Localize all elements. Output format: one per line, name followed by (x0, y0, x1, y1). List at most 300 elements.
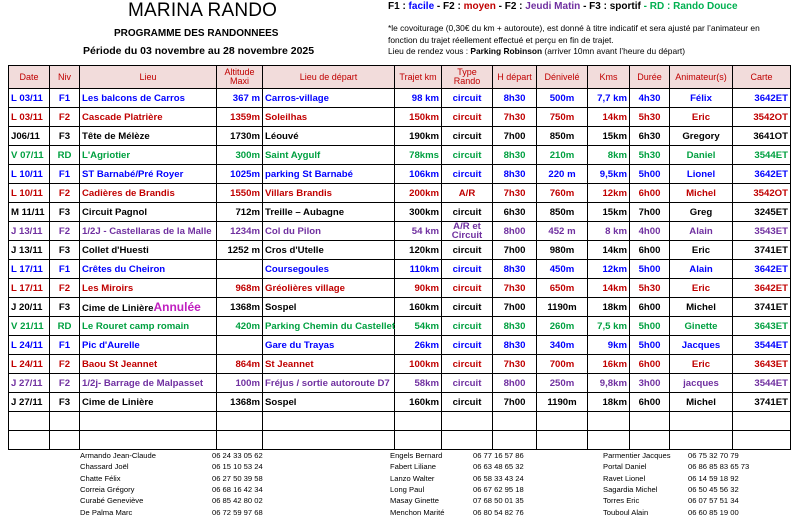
table-cell (588, 222, 630, 241)
table-cell (50, 146, 80, 165)
table-cell (670, 146, 733, 165)
cell-text: Eric (691, 244, 711, 256)
cell-text: L 24/11 (11, 358, 43, 370)
cell-text: 3741ET (754, 301, 788, 313)
empty-cell (9, 412, 50, 431)
table-cell (395, 127, 442, 146)
table-cell (395, 222, 442, 241)
cell-text: Gare du Trayas (265, 339, 335, 351)
table-cell (80, 222, 217, 241)
table-cell (9, 374, 50, 393)
cell-text: RD (57, 320, 72, 332)
table-cell (493, 393, 537, 412)
table-cell (9, 108, 50, 127)
table-cell (588, 298, 630, 317)
table-cell (395, 298, 442, 317)
cell-text: Carros-village (265, 92, 329, 104)
cell-text: 3642ET (754, 282, 788, 294)
contact-name: Portal Daniel (603, 462, 647, 472)
table-cell (733, 393, 791, 412)
cell-text: 700m (549, 358, 575, 370)
table-cell (50, 127, 80, 146)
cell-text: 8h30 (503, 339, 526, 351)
table-cell (80, 146, 217, 165)
contact-phone: 06 72 59 97 68 (212, 507, 263, 517)
table-cell (670, 222, 733, 241)
cell-text: 12km (602, 263, 627, 275)
cell-text: 250m (549, 377, 575, 389)
cell-text: Gréolières village (265, 282, 345, 294)
contact-phone: 06 07 57 51 34 (688, 496, 739, 506)
table-cell (588, 355, 630, 374)
table-cell (733, 279, 791, 298)
difficulty-legend (388, 1, 738, 12)
table-row (9, 184, 791, 203)
contact-name: Chassard Joël (80, 462, 129, 472)
empty-cell (670, 431, 733, 450)
table-cell (217, 222, 263, 241)
table-cell (9, 203, 50, 222)
empty-cell (630, 431, 670, 450)
cell-text: Les Miroirs (82, 282, 134, 294)
table-cell (670, 260, 733, 279)
rdv-suffix: (arriver 10mn avant l’heure du départ) (542, 46, 686, 57)
table-cell (493, 89, 537, 108)
table-cell (588, 241, 630, 260)
cell-text: V 21/11 (11, 320, 44, 332)
cell-text: 5h00 (638, 263, 661, 275)
cell-text: 1359m (230, 111, 260, 123)
cell-text: 16km (602, 358, 627, 370)
table-cell (80, 203, 217, 222)
cell-text: circuit (452, 301, 482, 313)
table-cell (493, 374, 537, 393)
table-cell (588, 317, 630, 336)
table-cell (50, 355, 80, 374)
table-cell (588, 89, 630, 108)
cell-text: 7h00 (503, 301, 526, 313)
table-cell (217, 317, 263, 336)
table-cell (733, 203, 791, 222)
legend-label: sportif (606, 1, 641, 12)
programme-subtitle: PROGRAMME DES RANDONNEES (114, 28, 279, 39)
table-cell (395, 317, 442, 336)
table-cell (588, 336, 630, 355)
cell-text: J 13/11 (11, 225, 43, 237)
table-cell (442, 127, 493, 146)
cell-text: 90km (414, 282, 439, 294)
column-header: Dénivelé (537, 66, 588, 89)
cell-text: Les balcons de Carros (82, 92, 185, 104)
table-cell (9, 89, 50, 108)
cell-text: 760m (549, 187, 575, 199)
table-cell (263, 355, 395, 374)
cell-text: F2 (58, 187, 71, 199)
cell-text: circuit (452, 320, 482, 332)
cell-text: V 07/11 (11, 149, 44, 161)
table-cell (493, 127, 537, 146)
cell-text: 4h00 (638, 225, 661, 237)
cell-text: 6h00 (638, 396, 661, 408)
cell-text: 420m (235, 320, 260, 332)
table-cell (9, 355, 50, 374)
cell-text: 450m (549, 263, 575, 275)
cell-text: 1/2j- Barrage de Malpasset (82, 377, 204, 389)
table-cell (630, 222, 670, 241)
table-cell (493, 108, 537, 127)
table-header-row (9, 66, 791, 89)
cell-text: L 03/11 (11, 92, 43, 104)
table-cell (80, 89, 217, 108)
table-cell (50, 393, 80, 412)
cell-text: 120km (409, 244, 439, 256)
table-cell (733, 336, 791, 355)
table-cell (733, 260, 791, 279)
period-label: Période du 03 novembre au 28 novembre 2025 (83, 45, 315, 57)
table-cell (263, 184, 395, 203)
cell-text: 26km (414, 339, 439, 351)
table-cell (493, 184, 537, 203)
table-cell (395, 241, 442, 260)
column-header: Lieu de départ (263, 66, 395, 89)
table-cell (442, 222, 493, 241)
column-header: Lieu (80, 66, 217, 89)
column-header: Trajet km (395, 66, 442, 89)
table-cell (9, 241, 50, 260)
cell-text: 7,7 km (597, 92, 627, 104)
contact-name: Chatte Félix (80, 473, 121, 483)
table-cell (537, 146, 588, 165)
cell-text: circuit (452, 339, 482, 351)
cell-text: F3 (58, 396, 71, 408)
table-cell (217, 127, 263, 146)
cell-text: 750m (549, 111, 575, 123)
cell-text: 864m (235, 358, 260, 370)
cell-text: 8h00 (503, 225, 526, 237)
cell-text: Col du Pilon (265, 225, 321, 237)
contact-name: Touboul Alain (603, 507, 649, 517)
table-row (9, 336, 791, 355)
table-cell (588, 393, 630, 412)
table-cell (442, 260, 493, 279)
column-header: Animateur(s) (670, 66, 733, 89)
cell-text: 18km (602, 396, 627, 408)
table-cell (263, 222, 395, 241)
table-cell (80, 127, 217, 146)
table-cell (395, 355, 442, 374)
cell-text: 220 m (548, 168, 576, 180)
cell-text: 3h00 (638, 377, 661, 389)
cell-text: 5h30 (638, 149, 661, 161)
cell-text: 15km (602, 206, 627, 218)
table-cell (588, 260, 630, 279)
table-cell (263, 317, 395, 336)
table-cell (733, 374, 791, 393)
cell-text: 367 m (232, 92, 260, 104)
carpool-text: *le covoiturage (0,30€ du km + autoroute), est donné à titre indicatif et sera ajusté par l’animateur en fonction du trajet réellement effectué et perçu en fin de trajet. (388, 23, 760, 45)
table-cell (588, 108, 630, 127)
empty-cell (588, 431, 630, 450)
cell-text: 54 km (411, 225, 439, 237)
table-cell (50, 336, 80, 355)
rdv-prefix: Lieu de rendez vous : (388, 46, 471, 57)
table-cell (217, 241, 263, 260)
empty-cell (9, 431, 50, 450)
table-cell (733, 355, 791, 374)
cell-text: F1 (58, 339, 71, 351)
table-row (9, 241, 791, 260)
cell-text: Tête de Mélèze (82, 130, 150, 142)
table-cell (217, 279, 263, 298)
empty-cell (442, 412, 493, 431)
table-cell (442, 317, 493, 336)
table-cell (493, 279, 537, 298)
table-cell (442, 184, 493, 203)
empty-cell (670, 412, 733, 431)
cell-text: 6h00 (638, 301, 661, 313)
table-cell (630, 393, 670, 412)
cell-text: 7h30 (503, 187, 526, 199)
table-cell (395, 165, 442, 184)
table-cell (630, 108, 670, 127)
cell-text: 3643ET (754, 358, 788, 370)
rdv-place: Parking Robinson (470, 46, 543, 57)
legend-code: - F3 : (580, 1, 607, 12)
cell-text: 5h00 (638, 339, 661, 351)
cell-text: F2 (58, 282, 71, 294)
table-cell (217, 108, 263, 127)
table-cell (263, 336, 395, 355)
cell-text: 7h00 (503, 244, 526, 256)
cell-text: 200km (409, 187, 439, 199)
table-cell (442, 279, 493, 298)
contact-name: Correia Grégory (80, 484, 135, 494)
table-cell (442, 355, 493, 374)
cell-text: Félix (690, 92, 712, 104)
cell-text: Coursegoules (265, 263, 329, 275)
table-cell (630, 298, 670, 317)
cell-text: jacques (683, 377, 719, 389)
table-cell (630, 317, 670, 336)
cell-text: Parking Chemin du Castellet (265, 320, 396, 332)
table-cell (588, 203, 630, 222)
table-cell (217, 374, 263, 393)
cell-text: J06/11 (11, 130, 40, 142)
column-header: Durée (630, 66, 670, 89)
cell-text: St Jeannet (265, 358, 314, 370)
column-header: Carte (733, 66, 791, 89)
table-row (9, 317, 791, 336)
table-cell (442, 393, 493, 412)
table-cell (263, 89, 395, 108)
table-cell (9, 317, 50, 336)
table-cell (733, 127, 791, 146)
cell-text: 98 km (411, 92, 439, 104)
table-cell (50, 374, 80, 393)
cell-text: Eric (691, 358, 711, 370)
column-header: Date (9, 66, 50, 89)
table-cell (733, 146, 791, 165)
contact-phone: 06 75 32 70 79 (688, 451, 739, 460)
page-title: MARINA RANDO (128, 0, 278, 21)
table-cell (442, 336, 493, 355)
cell-text: 3642ET (754, 168, 788, 180)
cell-text: Michel (686, 396, 716, 408)
table-cell (630, 374, 670, 393)
table-cell (80, 336, 217, 355)
table-cell (263, 108, 395, 127)
contact-phone: 06 50 45 56 32 (688, 484, 739, 494)
empty-cell (80, 412, 217, 431)
contact-name: Long Paul (390, 484, 425, 494)
table-cell (9, 184, 50, 203)
table-cell (50, 298, 80, 317)
cell-text: 7h00 (503, 130, 526, 142)
cell-text: circuit (452, 358, 482, 370)
cell-text: Fréjus / sortie autoroute D7 (265, 377, 390, 389)
cell-text: 160km (409, 301, 439, 313)
table-cell (442, 374, 493, 393)
carpool-note (388, 23, 766, 58)
contact-phone: 06 24 33 05 62 (212, 451, 263, 460)
table-cell (493, 241, 537, 260)
table-cell (733, 108, 791, 127)
table-cell (9, 298, 50, 317)
cell-text: 7h30 (503, 111, 526, 123)
column-header: H départ (493, 66, 537, 89)
table-cell (630, 184, 670, 203)
table-cell (670, 184, 733, 203)
table-cell (80, 355, 217, 374)
empty-cell (263, 412, 395, 431)
table-cell (537, 260, 588, 279)
table-cell (537, 222, 588, 241)
cell-text: 1/2J - Castellaras de la Malle (82, 225, 212, 237)
table-cell (442, 108, 493, 127)
cell-text: 1368m (230, 301, 260, 313)
table-cell (537, 184, 588, 203)
table-cell (733, 317, 791, 336)
table-cell (395, 146, 442, 165)
contact-phone: 07 68 50 01 35 (473, 496, 524, 506)
cell-text: 980m (549, 244, 575, 256)
table-cell (395, 260, 442, 279)
cell-text: RD (57, 149, 72, 161)
table-cell (50, 108, 80, 127)
cell-text: Michel (686, 301, 716, 313)
cell-text: F1 (58, 263, 71, 275)
cell-text: F1 (58, 92, 71, 104)
cell-text: 9,8km (599, 377, 627, 389)
empty-cell (493, 412, 537, 431)
table-cell (263, 260, 395, 279)
legend-code: F1 : (388, 1, 406, 12)
cell-text: J 13/11 (11, 244, 43, 256)
contact-name: Torres Eric (603, 496, 640, 506)
cell-text: Michel (686, 187, 716, 199)
cell-text: 1025m (230, 168, 260, 180)
table-cell (217, 260, 263, 279)
table-cell (670, 203, 733, 222)
cell-text: 3642ET (754, 263, 788, 275)
table-cell (263, 203, 395, 222)
cell-text: F1 (58, 168, 71, 180)
cell-text: 9km (607, 339, 627, 351)
table-cell (630, 127, 670, 146)
table-cell (537, 203, 588, 222)
cell-text: Cime de Linière (82, 303, 154, 314)
cell-text: 3543ET (754, 225, 788, 237)
table-cell (50, 279, 80, 298)
cell-text: circuit (452, 206, 482, 218)
cell-text: 14km (602, 282, 627, 294)
table-cell (670, 89, 733, 108)
table-row (9, 298, 791, 317)
cell-text: 8h30 (503, 263, 526, 275)
table-cell (80, 184, 217, 203)
cell-text: 7h30 (503, 358, 526, 370)
table-cell (493, 336, 537, 355)
table-cell (630, 355, 670, 374)
table-row (9, 355, 791, 374)
cell-text: F3 (58, 130, 71, 142)
cell-text: circuit (452, 168, 482, 180)
table-cell (537, 108, 588, 127)
table-cell (537, 317, 588, 336)
cell-text: 14km (602, 244, 627, 256)
contact-name: Menchon Marité (390, 507, 445, 517)
table-cell (9, 279, 50, 298)
table-cell (217, 298, 263, 317)
cell-text: 968m (235, 282, 260, 294)
cell-text: 106km (409, 168, 439, 180)
cell-text: 7h00 (503, 396, 526, 408)
cell-text: F2 (58, 377, 71, 389)
table-cell (80, 108, 217, 127)
table-cell (493, 203, 537, 222)
table-cell (537, 279, 588, 298)
table-cell (395, 374, 442, 393)
cell-text: 500m (549, 92, 575, 104)
table-cell (9, 260, 50, 279)
table-cell (630, 260, 670, 279)
cell-text: 54km (414, 320, 439, 332)
contact-name: Masay Ginette (390, 496, 439, 506)
legend-code: - RD : (640, 1, 671, 12)
table-cell (50, 165, 80, 184)
contact-name: Sagardia Michel (603, 484, 658, 494)
contact-name: Armando Jean-Claude (80, 451, 156, 460)
cell-text: 1550m (230, 187, 260, 199)
cell-text: Cime de Linière (82, 396, 154, 408)
legend-label: Jeudi Matin (522, 1, 581, 12)
cell-text: 6h00 (638, 187, 661, 199)
empty-cell (50, 431, 80, 450)
column-header: Type Rando (442, 66, 493, 89)
cell-text: Greg (689, 206, 713, 218)
cell-text: circuit (452, 282, 482, 294)
cell-text: 14km (602, 111, 627, 123)
cell-text: Lionel (686, 168, 716, 180)
cell-text: Le Rouret camp romain (82, 320, 190, 332)
cell-text: 5h30 (638, 282, 661, 294)
cell-text: Pic d'Aurelle (82, 339, 140, 351)
cell-text: circuit (452, 149, 482, 161)
contact-name: Curabé Geneviève (80, 496, 144, 506)
table-cell (217, 393, 263, 412)
table-cell (80, 317, 217, 336)
cell-text: F2 (58, 358, 71, 370)
